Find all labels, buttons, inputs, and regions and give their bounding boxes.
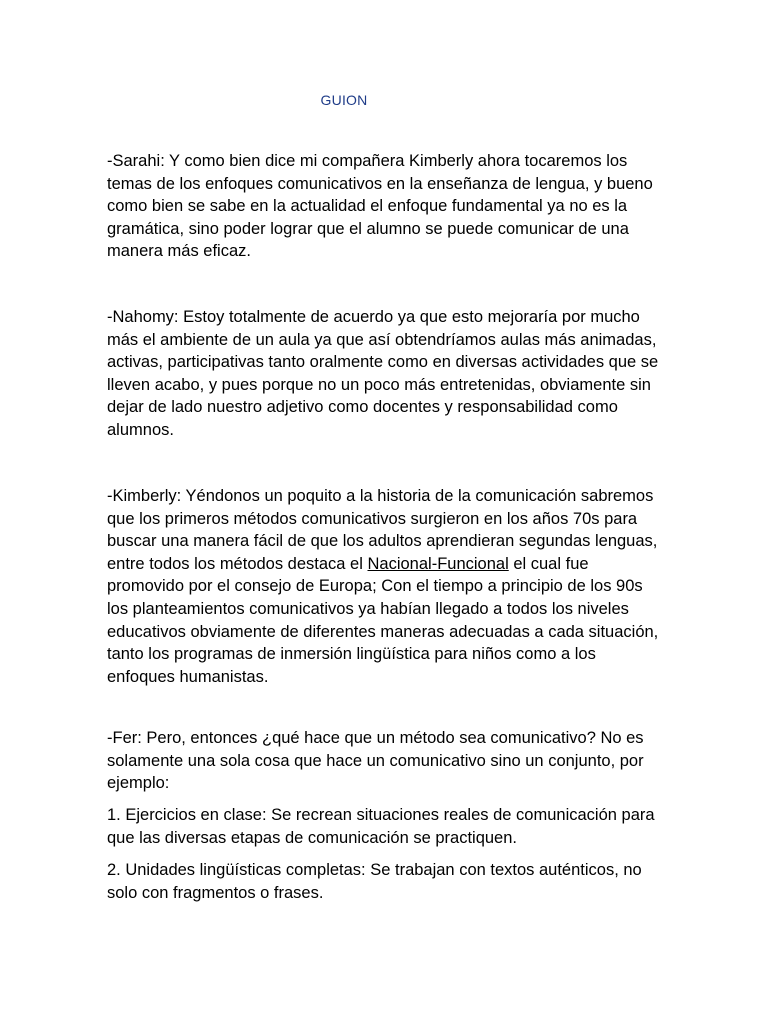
- paragraph-sarahi: -Sarahi: Y como bien dice mi compañera Kimberly ahora tocaremos los temas de los enfoques comunicativos en la enseñanza de lengua, y bueno como bien se sabe en la actualidad el enfoque fundamental ya no es la gramática, sino poder lograr que el alumno se puede comunicar de una manera más eficaz.: [107, 152, 653, 261]
- kimberly-text-before: -Kimberly: Yéndonos un poquito a la historia de la comunicación sabremos que los primeros métodos comunicativos surgieron en los años 70s para buscar una manera fácil de que los adultos aprendieran segundas lenguas, entre todos los métodos destaca el: [107, 487, 658, 573]
- paragraph-fer: -Fer: Pero, entonces ¿qué hace que un método sea comunicativo? No es solamente una sola cosa que hace un comunicativo sino un conjunto, por ejemplo:: [107, 729, 644, 793]
- paragraph-kimberly: [107, 485, 667, 688]
- list-item-1: 1. Ejercicios en clase: Se recrean situaciones reales de comunicación para que las diversas etapas de comunicación se practiquen.: [107, 806, 655, 847]
- nacional-funcional-link: Nacional-Funcional: [367, 554, 509, 573]
- paragraph-nahomy: -Nahomy: Estoy totalmente de acuerdo ya que esto mejoraría por mucho más el ambiente de un aula ya que así obtendríamos aulas más animadas, activas, participativas tanto oralmente como en diversas actividades que se lleven acabo, y pues porque no un poco más entretenidas, obviamente sin dejar de lado nuestro adjetivo como docentes y responsabilidad como alumnos.: [107, 308, 659, 439]
- document-title: GUION: [320, 92, 368, 108]
- kimberly-text-after: el cual fue promovido por el consejo de Europa; Con el tiempo a principio de los 90s los planteamientos comunicativos ya habían llegado a todos los niveles educativos obviamente de diferentes maneras adecuadas a cada situación, tanto los programas de inmersión lingüística para niños como a los enfoques humanistas.: [107, 554, 659, 686]
- list-item-2: 2. Unidades lingüísticas completas: Se trabajan con textos auténticos, no solo con fragmentos o frases.: [107, 861, 642, 902]
